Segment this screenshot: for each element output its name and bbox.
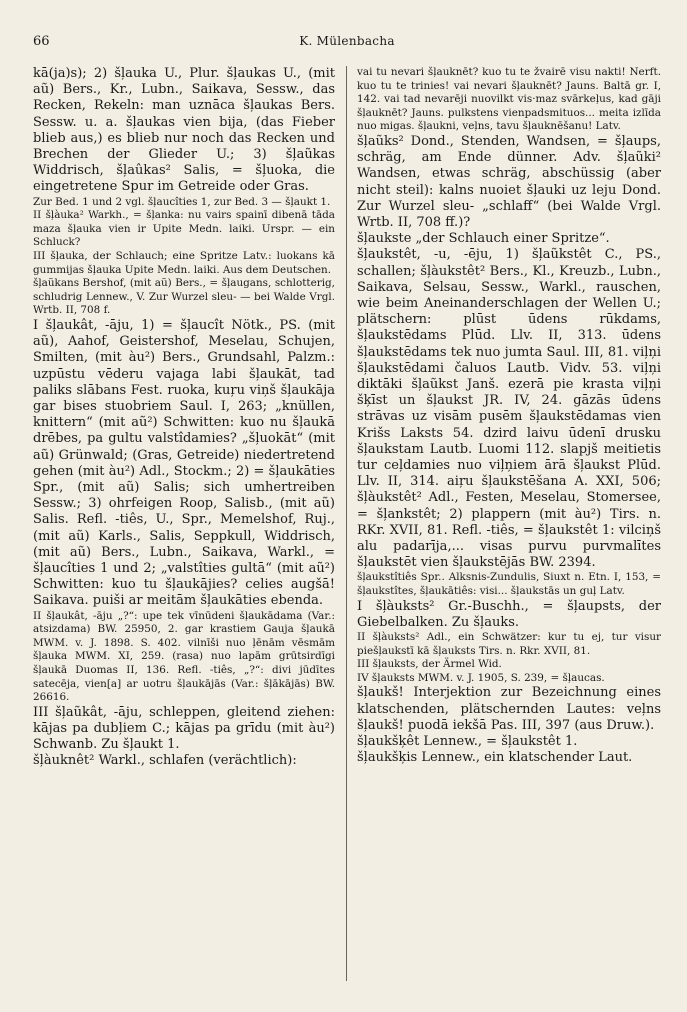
dictionary-entry: II šļàuksts² Adl., ein Schwätzer: kur tu ej, tur visur piešļaukstī kā šļauksts Tirs. n. Rkr. XVII, 81. — [357, 631, 661, 657]
page-header — [33, 34, 661, 56]
dictionary-entry: šļaukstêt, -u, -ēju, 1) šļaũkstêt C., PS., schallen; šļàukstêt² Bers., Kl., Kreuzb., Lubn., Saikava, Selsau, Sessw., Warkl., rauschen, wie beim Aneinanderschlagen der Wellen U.; plätschern: plūst ūdens rūkdams, šļaukstēdams Plūd. Llv. II, 313. ūdens šļaukstēdams tek nuo jumta Saul. III, 81. viļņi šļaukstēdami čaluos Lautb. Vidv. 53. viļņi diktāki šļaũkst Janš. ezerā pie krasta viļņi šķīst un šļaukst JR. IV, 24. gāzās ūdens strāvas uz visām pusēm šļaukstēdamas vien Krišs Laksts 54. dzird laivu ūdenī drusku šļaukstam Lautb. Luomi 112. slapjš meitietis tur ceļdamies nuo viļņiem ārā šļaukst Plūd. Llv. II, 314. aiŗu šļaukstēšana A. XXI, 506; šļàukstêt² Adl., Festen, Meselau, Stomersee, = šļankstêt; 2) plappern (mit àu²) Tirs. n. RKr. XVII, 81. Refl. -tiês, = šļaukstêt 1: vilciņš alu padarīja,... visas purvu purvmalītes šļaukstēt vien šļaukstējās BW. 2394. — [357, 247, 661, 571]
dictionary-entry: I šļàuksts² Gr.-Buschh., = šļaupsts, der Giebelbalken. Zu šļauks. — [357, 598, 661, 630]
dictionary-entry: III šļaũkât, -āju, schleppen, gleitend ziehen: kājas pa dubļiem C.; kājas pa grīdu (mit àu²) Schwanb. Zu šļaukt 1. — [33, 704, 335, 753]
dictionary-entry: šļàuknêt² Warkl., schlafen (verächtlich): — [33, 753, 297, 769]
dictionary-entry: IV šļauksts MWM. v. J. 1905, S. 239, = šļaucas. — [357, 671, 605, 684]
dictionary-entry: šļaũkans Bershof, (mit aũ) Bers., = šļaugans, schlotterig, schludrig Lennew., V. Zur Wurzel sleu- — bei Walde Vrgl. Wrtb. II, 708 f. — [33, 277, 335, 317]
dictionary-entry: šļaũks² Dond., Stenden, Wandsen, = šļaups, schräg, am Ende dünner. Adv. šļaũki² Wandsen, etwas schräg, abschüssig (aber nicht steil): kalns nuoiet šļauki uz leju Dond. Zur Wurzel sleu- „schlaff“ (bei Walde Vrgl. Wrtb. II, 708 ff.)? — [357, 133, 661, 230]
dictionary-entry: kā(ja)s); 2) šļauka U., Plur. šļaukas U., (mit aũ) Bers., Kr., Lubn., Saikava, Sessw., das Recken, Rekeln: man uznāca šļaukas Bers. Sessw. u. a. šļaukas vien bija, (das Fieber blieb aus,) es blieb nur noch das Recken und Brechen der Glieder U.; 3) šļaũkas Widdrisch, šļaûkas² Salis, = šļuoka, die eingetretene Spur im Getreide oder Gras. — [33, 66, 335, 195]
right-column — [357, 66, 661, 996]
dictionary-entry: II šļàuka² Warkh., = šļanka: nu vairs spainī dibenā tāda maza šļauka vien ir Upite Medn. laiki. Urspr. — ein Schluck? — [33, 209, 335, 249]
dictionary-entry: šļaukste „der Schlauch einer Spritze“. — [357, 231, 610, 247]
running-head: K. Mülenbacha — [299, 34, 395, 48]
dictionary-entry: III šļauksts, der Ärmel Wid. — [357, 658, 502, 671]
dictionary-entry: II šļaukât, -āju „?“: upe tek vīnūdeni šļaukādama (Var.: atsizdama) BW. 25950, 2. gar krastiem Gauja šļaukā MWM. v. J. 1898. S. 402. vilnīši nuo ļēnām vēsmām šļauka MWM. XI, 259. (rasa) nuo lapām grūtsirdīgi šļaukā Duomas II, 136. Refl. -tiês, „?“: divi jūdītes satecēja, vien[a] ar uotru šļaukājās (Var.: šļākājās) BW. 26616. — [33, 609, 335, 704]
two-column-body — [33, 66, 661, 996]
dictionary-entry: III šļauka, der Schlauch; eine Spritze Latv.: luokans kā gummijas šļauka Upite Medn. laiki. Aus dem Deutschen. — [33, 250, 335, 276]
dictionary-entry: šļaukstîtiês Spr.. Alksnis-Zundulis, Siuxt n. Etn. I, 153, = šļaukstîtes, šļaukātiês: visi... šļaukstās un guļ Latv. — [357, 571, 661, 598]
page-number: 66 — [33, 34, 50, 49]
dictionary-entry: vai tu nevari šļauknēt? kuo tu te žvairē visu nakti! Nerft. kuo tu te trinies! vai nevari šļauknēt? Jauns. Baltā gr. I, 142. vai tad nevarēji nuovilkt vis·maz svārkeļus, kad gāji šļauknēt? Jauns. pulkstens vienpadsmituos... meita izlīda nuo migas. šļaukni, veļns, tavu šļauknēšanu! Latv. — [357, 66, 661, 133]
dictionary-entry: Zur Bed. 1 und 2 vgl. šļaucîties 1, zur Bed. 3 — šļaukt 1. — [33, 195, 331, 208]
dictionary-entry: šļaukš! Interjektion zur Bezeichnung eines klatschenden, plätschernden Lautes: veļns šļaukš! puodā iekšā Pas. III, 397 (aus Druw.). — [357, 685, 661, 733]
column-divider — [346, 66, 347, 981]
dictionary-entry: I šļaukât, -āju, 1) = šļaucît Nötk., PS. (mit aũ), Aahof, Geistershof, Meselau, Schujen, Smilten, (mit àu²) Bers., Grundsahl, Palzm.: uzpūstu vēderu vajaga labi šļaukāt, tad paliks slābans Fest. ruoka, kuŗu viņš šļaukāja gar bises stuobriem Saul. I, 263; „knüllen, knittern“ (mit aũ²) Schwitten: kuo nu šļaukā drēbes, pa gultu valstîdamies? „šļuokāt“ (mit aũ) Grünwald; (Gras, Getreide) niedertretend gehen (mit àu²) Adl., Stockm.; 2) = šļaukāties Spr., (mit aũ) Salis; sich umhertreiben Sessw.; 3) ohrfeigen Roop, Salisb., (mit aũ) Salis. Refl. -tiês, U., Spr., Memelshof, Ruj., (mit aũ) Karls., Salis, Seppkull, Widdrisch, (mit aũ) Bers., Lubn., Saikava, Warkl., = šļaucîties 1 und 2; „valstîties gultā“ (mit aũ²) Schwitten: kuo tu šļaukājies? celies augšā! Saikava. puiši ar meitām šļaukāties ebenda. — [33, 317, 335, 609]
dictionary-entry: šļaukšķis Lennew., ein klatschender Laut. — [357, 750, 633, 766]
dictionary-entry: šļaukšķêt Lennew., = šļaukstêt 1. — [357, 734, 578, 750]
left-column — [33, 66, 335, 996]
